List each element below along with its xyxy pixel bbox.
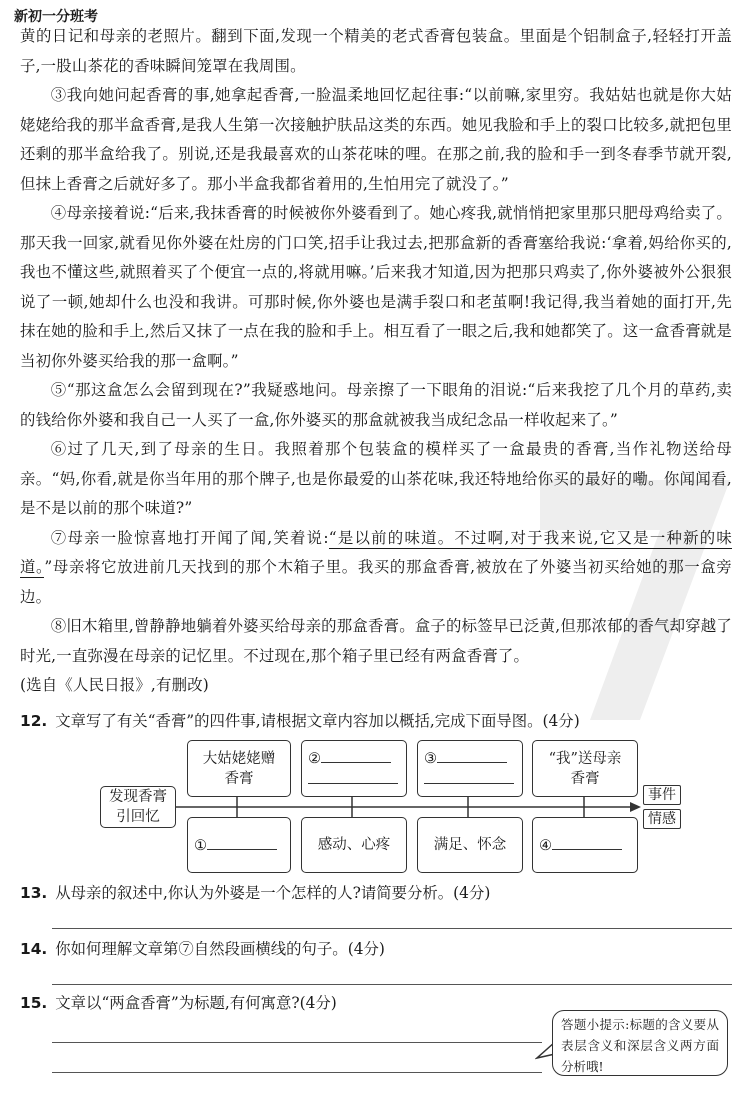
diagram-label-event: 事件 [643, 785, 681, 805]
diagram-feeling-3: 满足、怀念 [417, 817, 523, 873]
source-note: (选自《人民日报》,有删改) [20, 676, 209, 694]
paragraph-7-after: ”母亲将它放进前几天找到的那个木箱子里。我买的那盒香膏,被放在了外婆当初买给她的那一盒旁边。 [20, 558, 733, 606]
paragraph-7 [20, 524, 732, 613]
paragraph-4: ④母亲接着说:“后来,我抹香膏的时候被你外婆看到了。她心疼我,就悄悄把家里那只肥母鸡给卖了。那天我一回家,就看见你外婆在灶房的门口笑,招手让我过去,把那盒新的香膏塞给我说:‘拿着,妈给你买的,我也不懂这些,就照着买了个便宜一点的,将就用嘛。’后来我才知道,因为把那只鸡卖了,你外婆被外公狠狠说了一顿,她却什么也没和我讲。可那时候,你外婆也是满手裂口和老茧啊!我记得,我当着她的面打开,先抹在她的脸和手上,然后又抹了一点在我的脸和手上。相互看了一眼之后,我和她都笑了。这一盒香膏就是当初你外婆买给我的那一盒啊。” [20, 204, 732, 370]
diagram-event-3[interactable]: ③ [417, 740, 523, 797]
article-body [20, 22, 732, 701]
paragraph-6: ⑥过了几天,到了母亲的生日。我照着那个包装盒的模样买了一盒最贵的香膏,当作礼物送给母亲。“妈,你看,就是你当年用的那个牌子,也是你最爱的山茶花味,我还特地给你买的最好的嘞。你闻闻看,是不是以前的那个味道?” [20, 440, 732, 517]
question-14: 14. 你如何理解文章第⑦自然段画横线的句子。(4分) [20, 940, 385, 958]
diagram-start-box: 发现香膏 引回忆 [100, 786, 176, 828]
diagram-label-feeling: 情感 [643, 809, 681, 829]
answer-blank[interactable] [552, 835, 622, 850]
mind-map-diagram [100, 738, 690, 876]
paragraph-5: ⑤“那这盒怎么会留到现在?”我疑惑地问。母亲擦了一下眼角的泪说:“后来我挖了几个月的草药,卖的钱给你外婆和我自己一人买了一盒,你外婆买的那盒就被我当成纪念品一样收起来了。” [20, 381, 732, 429]
diagram-feeling-4[interactable]: ④ [532, 817, 638, 873]
paragraph-7-before: ⑦母亲一脸惊喜地打开闻了闻,笑着说: [50, 528, 329, 547]
answer-blank[interactable] [308, 769, 398, 784]
diagram-event-1: 大姑姥姥赠 香膏 [187, 740, 291, 797]
answer-blank[interactable] [424, 769, 514, 784]
answer-tip: 答题小提示:标题的含义要从表层含义和深层含义两方面分析哦! [552, 1010, 728, 1076]
answer-line[interactable] [52, 1072, 542, 1073]
page-header: 新初一分班考 [14, 9, 98, 25]
underlined-sentence: “是以前的味道。不过啊,对于我来说,它又是一种新的味道。 [20, 528, 732, 576]
answer-blank[interactable] [321, 748, 391, 763]
question-15: 15. 文章以“两盒香膏”为标题,有何寓意?(4分) [20, 994, 337, 1012]
answer-line[interactable] [52, 928, 732, 929]
paragraph-2-end: 黄的日记和母亲的老照片。翻到下面,发现一个精美的老式香膏包装盒。里面是个铝制盒子,轻轻打开盖子,一股山茶花的香味瞬间笼罩在我周围。 [20, 27, 732, 75]
paragraph-3: ③我向她问起香膏的事,她拿起香膏,一脸温柔地回忆起往事:“以前嘛,家里穷。我姑姑也就是你大姑姥姥给我的那半盒香膏,是我人生第一次接触护肤品这类的东西。她见我脸和手上的裂口比较多,就把包里还剩的那半盒给我了。别说,还是我最喜欢的山茶花味的哩。在那之前,我的脸和手一到冬春季节就开裂,但抹上香膏之后就好多了。那小半盒我都省着用的,生怕用完了就没了。” [20, 86, 732, 193]
answer-line[interactable] [52, 984, 732, 985]
answer-blank[interactable] [437, 748, 507, 763]
question-12: 12. 文章写了有关“香膏”的四件事,请根据文章内容加以概括,完成下面导图。(4分) [20, 712, 580, 730]
diagram-feeling-2: 感动、心疼 [301, 817, 407, 873]
question-13: 13. 从母亲的叙述中,你认为外婆是一个怎样的人?请简要分析。(4分) [20, 884, 491, 902]
diagram-feeling-1[interactable]: ① [187, 817, 291, 873]
diagram-event-2[interactable]: ② [301, 740, 407, 797]
paragraph-8: ⑧旧木箱里,曾静静地躺着外婆买给母亲的那盒香膏。盒子的标签早已泛黄,但那浓郁的香气却穿越了时光,一直弥漫在母亲的记忆里。不过现在,那个箱子里已经有两盒香膏了。 [20, 617, 732, 665]
diagram-event-4: “我”送母亲 香膏 [532, 740, 638, 797]
answer-line[interactable] [52, 1042, 542, 1043]
answer-blank[interactable] [207, 835, 277, 850]
